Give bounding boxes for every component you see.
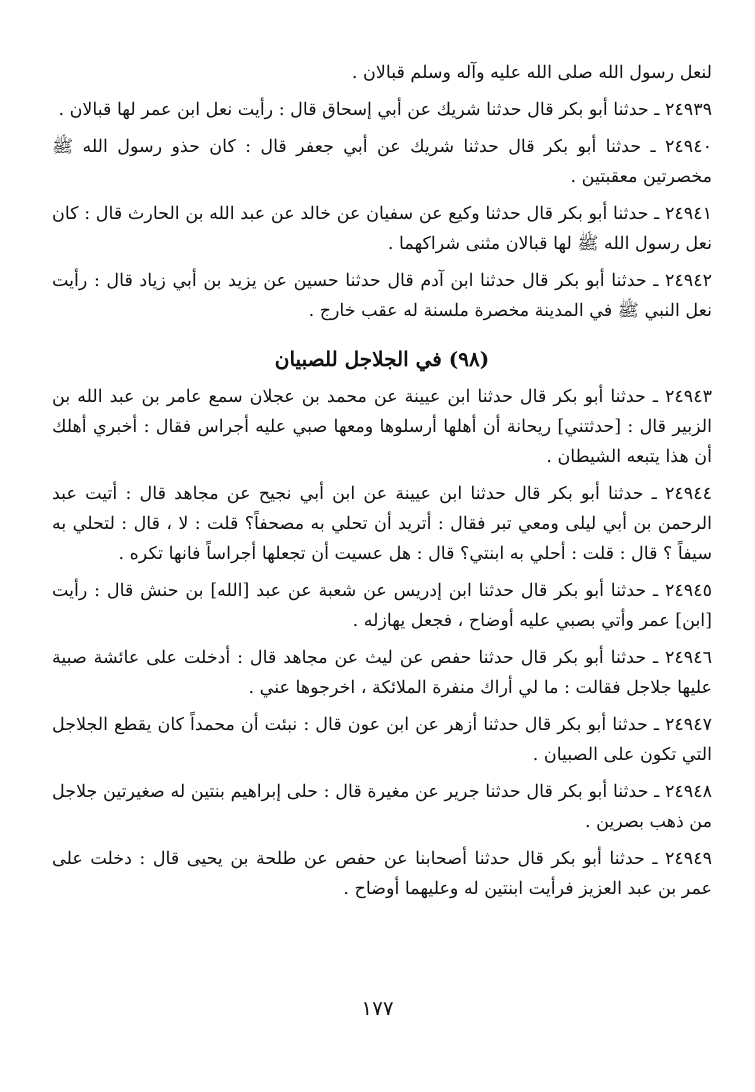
hadith-24949: ٢٤٩٤٩ ـ حدثنا أبو بكر قال حدثنا أصحابنا عن حفص عن طلحة بن يحيى قال : دخلت على عمر بن عبد العزيز فرأيت ابنتين له وعليهما أوضاح . [52,849,712,899]
hadith-24941: ٢٤٩٤١ ـ حدثنا أبو بكر قال حدثنا وكيع عن سفيان عن خالد عن عبد الله بن الحارث قال : كان نعل رسول الله ﷺ لها قبالان مثنى شراكهما . [52,204,712,254]
hadith-24940: ٢٤٩٤٠ ـ حدثنا أبو بكر قال حدثنا شريك عن أبي جعفر قال : كان حذو رسول الله ﷺ مخصرتين معقبتين . [52,137,712,187]
paragraph-continuation: لنعل رسول الله صلى الله عليه وآله وسلم قبالان . [351,63,712,83]
hadith-24939: ٢٤٩٣٩ ـ حدثنا أبو بكر قال حدثنا شريك عن أبي إسحاق قال : رأيت نعل ابن عمر لها قبالان . [58,100,712,120]
section-title: (٩٨) في الجلاجل للصبيان [274,347,490,371]
hadith-24943: ٢٤٩٤٣ ـ حدثنا أبو بكر قال حدثنا ابن عيينة عن محمد بن عجلان سمع عامر بن عبد الله بن الزبير قال : [حدثتني] ريحانة أن أهلها أرسلوها ومعها صبي عليه أجراس فقال : أخبري أهلك أن هذا يتبعه الشيطان . [52,387,712,467]
hadith-24947: ٢٤٩٤٧ ـ حدثنا أبو بكر قال حدثنا أزهر عن ابن عون قال : نبئت أن محمداً كان يقطع الجلاجل التي تكون على الصبيان . [52,715,712,765]
page-number: ١٧٧ [361,996,394,1020]
hadith-24945: ٢٤٩٤٥ ـ حدثنا أبو بكر قال حدثنا ابن إدريس عن شعبة عن عبد [الله] بن حنش قال : رأيت [ابن] عمر وأتي بصبي عليه أوضاح ، فجعل يهازله . [52,581,712,631]
document-page [52,58,712,911]
hadith-24948: ٢٤٩٤٨ ـ حدثنا أبو بكر قال حدثنا جرير عن مغيرة قال : حلى إبراهيم بنتين له صغيرتين جلاجل من ذهب بصرين . [52,782,712,832]
hadith-24946: ٢٤٩٤٦ ـ حدثنا أبو بكر قال حدثنا حفص عن ليث عن مجاهد قال : أدخلت على عائشة صبية عليها جلاجل فقالت : ما لي أراك منفرة الملائكة ، اخرجوها عني . [52,648,712,698]
hadith-24942: ٢٤٩٤٢ ـ حدثنا أبو بكر قال حدثنا ابن آدم قال حدثنا حسين عن يزيد بن أبي زياد قال : رأيت نعل النبي ﷺ في المدينة مخصرة ملسنة له عقب خارج . [52,271,712,321]
hadith-24944: ٢٤٩٤٤ ـ حدثنا أبو بكر قال حدثنا ابن عيينة عن ابن أبي نجيح عن مجاهد قال : أتيت عبد الرحمن بن أبي ليلى ومعي تبر فقال : أتريد أن تحلي به مصحفاً؟ قلت : لا ، قال : لتحلي به سيفاً ؟ قال : قلت : أحلي به ابنتي؟ قال : هل عسيت أن تجعلها أجراساً فانها تكره . [52,484,712,564]
